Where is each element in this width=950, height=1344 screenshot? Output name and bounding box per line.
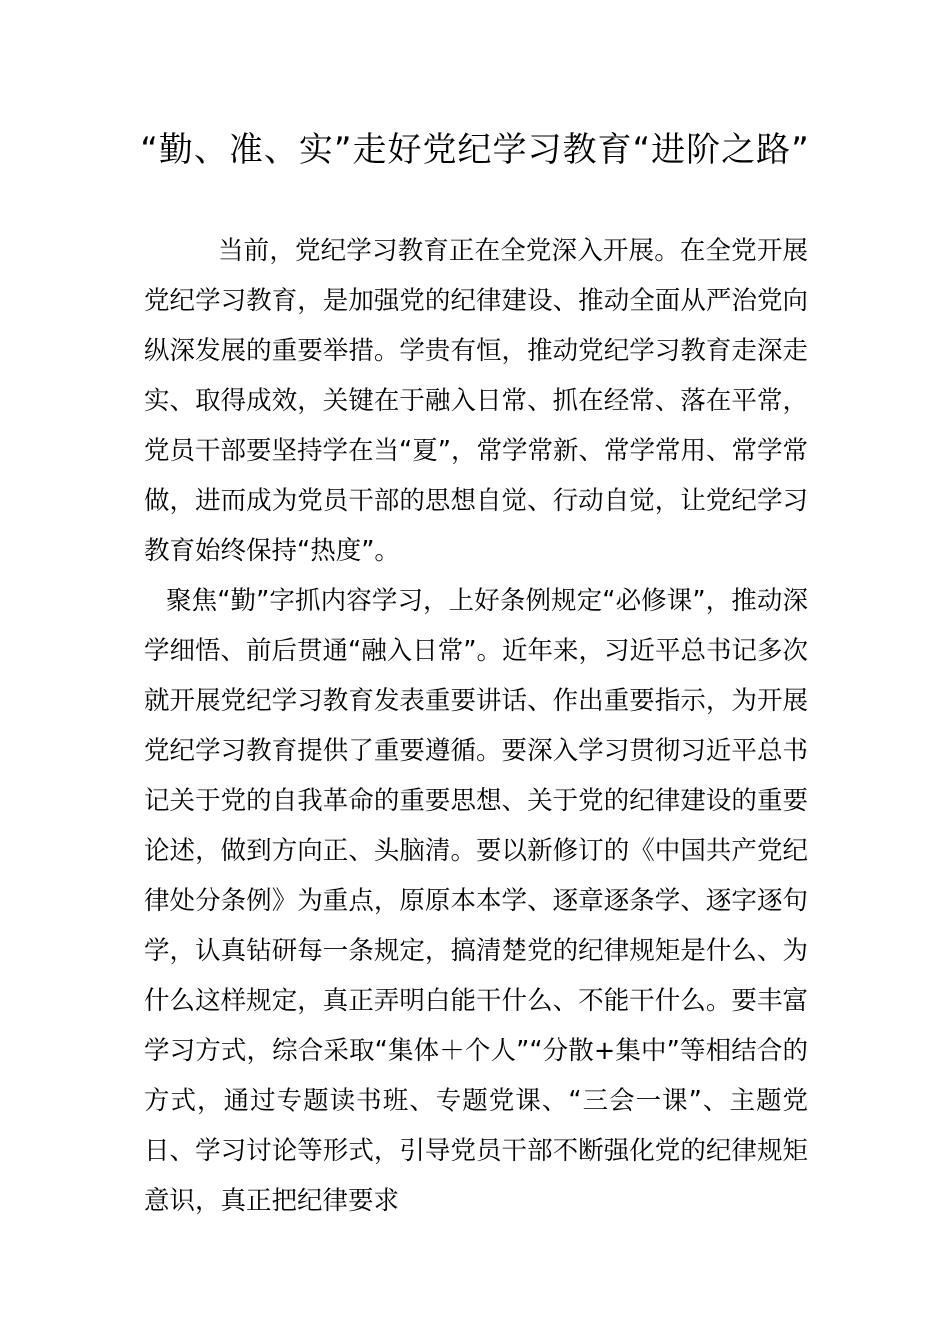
document-title: “勤、准、实”走好党纪学习教育“进阶之路”: [140, 130, 810, 170]
paragraph-intro: 当前，党纪学习教育正在全党深入开展。在全党开展党纪学习教育，是加强党的纪律建设、推动全面从严治党向纵深发展的重要举措。学贵有恒，推动党纪学习教育走深走实、取得成效，关键在于融入日常、抓在经常、落在平常，党员干部要坚持学在当“夏”，常学常新、常学常用、常学常做，进而成为党员干部的思想自觉、行动自觉，让党纪学习教育始终保持“热度”。: [144, 236, 808, 566]
paragraph-qin: 聚焦“勤”字抓内容学习，上好条例规定“必修课”，推动深学细悟、前后贯通“融入日常”。近年来，习近平总书记多次就开展党纪学习教育发表重要讲话、作出重要指示，为开展党纪学习教育提供了重要遵循。要深入学习贯彻习近平总书记关于党的自我革命的重要思想、关于党的纪律建设的重要论述，做到方向正、头脑清。要以新修订的《中国共产党纪律处分条例》为重点，原原本本学、逐章逐条学、逐字逐句学，认真钻研每一条规定，搞清楚党的纪律规矩是什么、为什么这样规定，真正弄明白能干什么、不能干什么。要丰富学习方式，综合采取“集体＋个人”“分散+集中”等相结合的方式，通过专题读书班、专题党课、“三会一课”、主题党日、学习讨论等形式，引导党员干部不断强化党的纪律规矩意识，真正把纪律要求: [144, 586, 808, 1216]
document-body: [144, 226, 808, 1226]
